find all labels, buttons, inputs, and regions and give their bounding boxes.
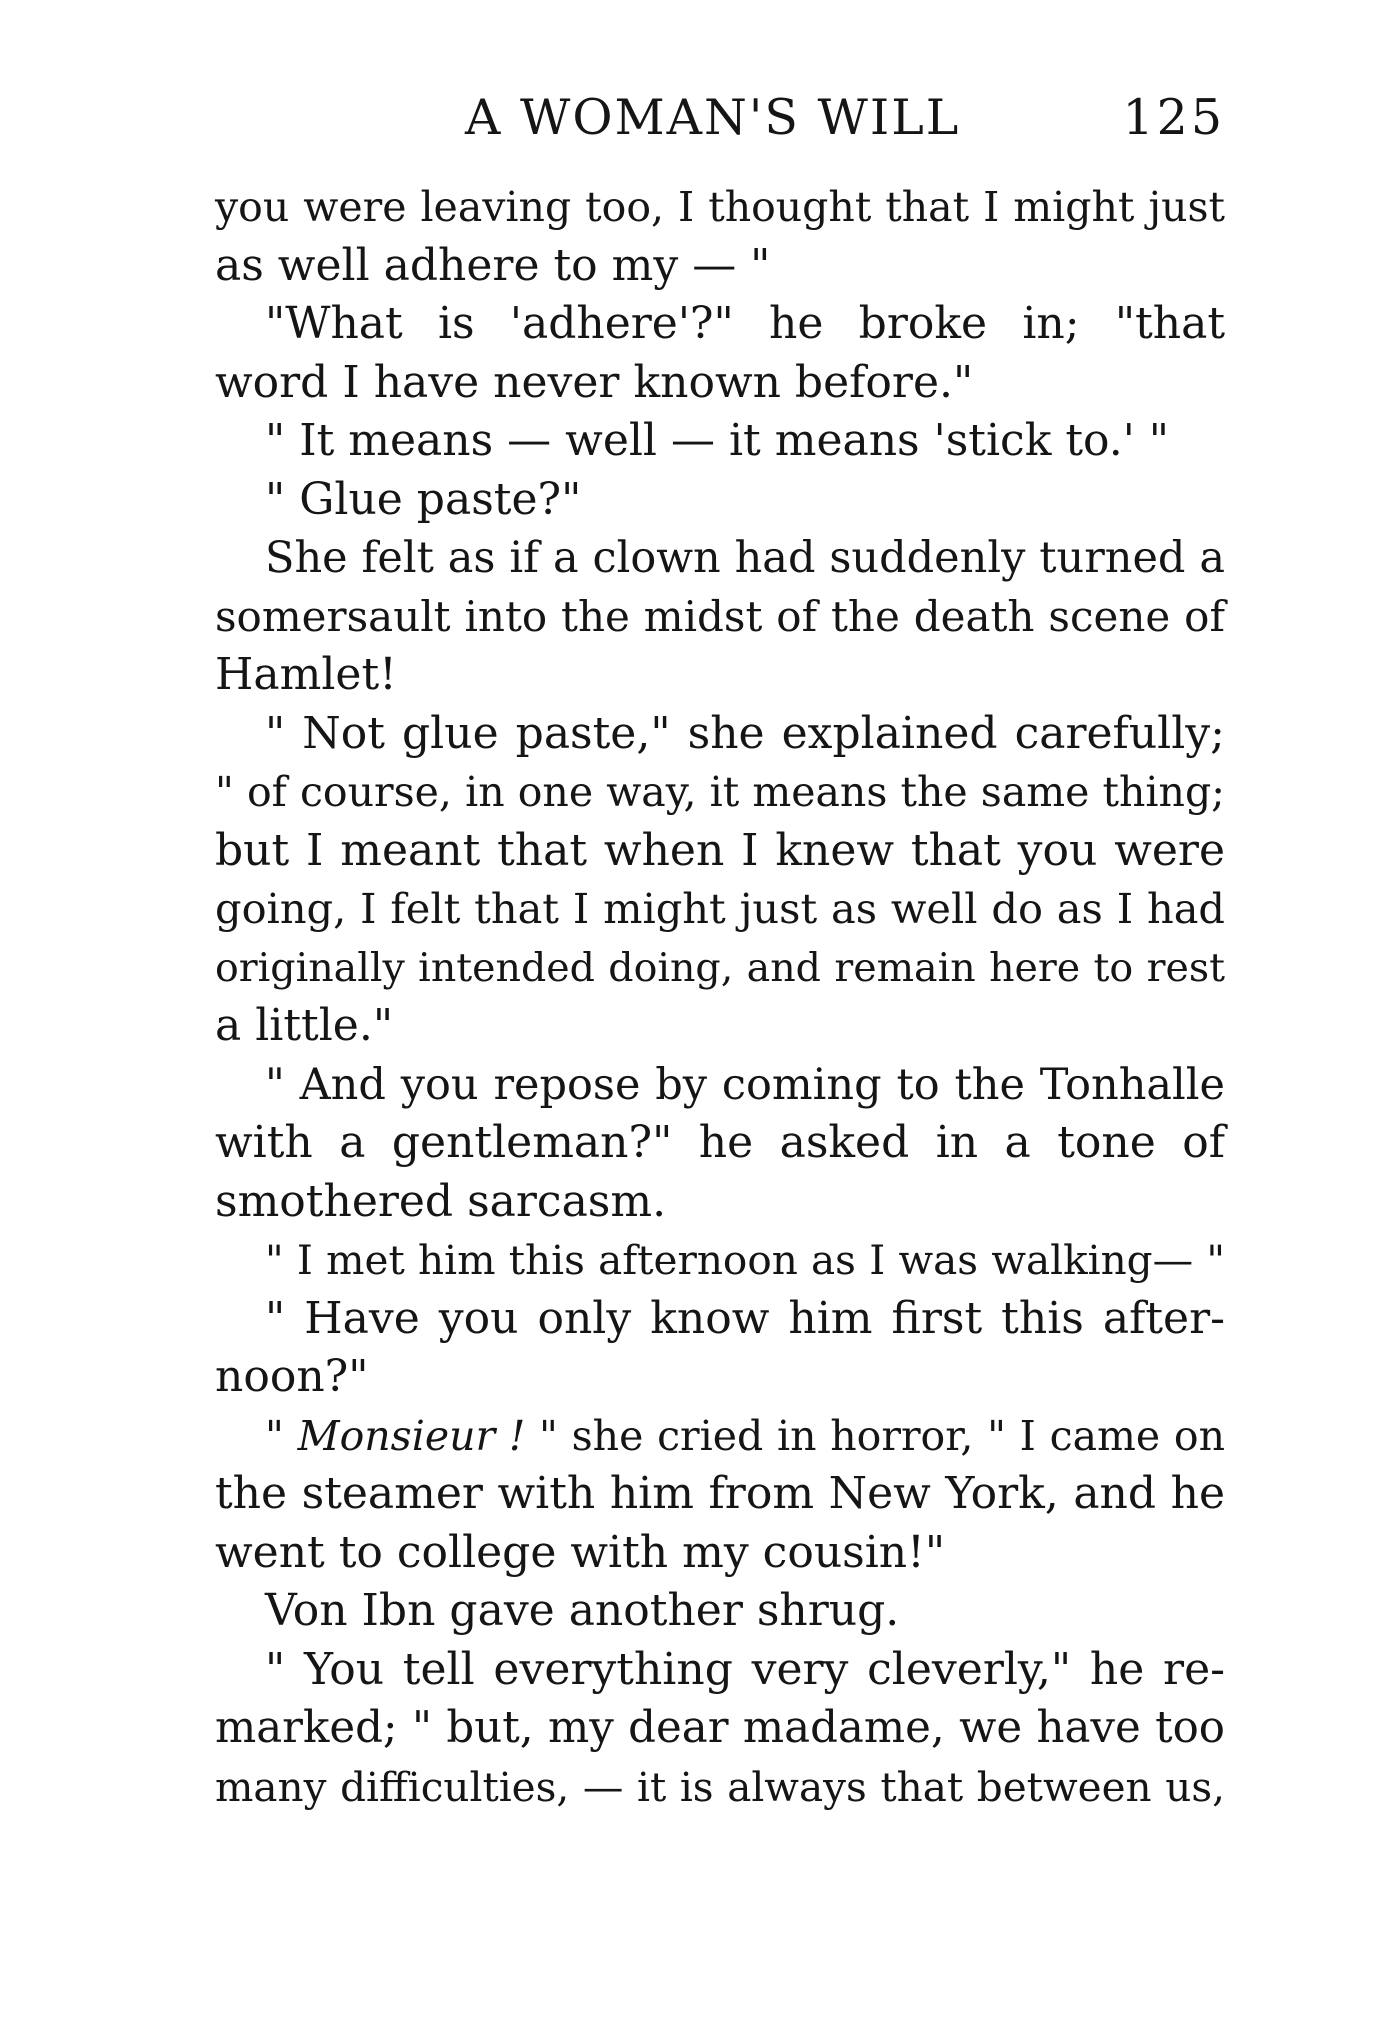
text-line: you were leaving too, I thought that I might just <box>215 183 1225 231</box>
text-line: " It means — well — it means 'stick to.' " <box>265 415 1170 466</box>
text-line: somersault into the midst of the death scene of <box>215 591 1225 641</box>
text-line: She felt as if a clown had suddenly turned a <box>265 533 1225 583</box>
text-line: Von Ibn gave another shrug. <box>265 1585 900 1636</box>
text-line: word I have never known before." <box>215 356 974 408</box>
text-line: Hamlet! <box>215 649 397 700</box>
italic-monsieur: Monsieur ! <box>297 1411 526 1460</box>
text-line: the steamer with him from New York, and he <box>215 1468 1225 1519</box>
text-line: went to college with my cousin!" <box>215 1526 946 1578</box>
text-line: " Glue paste?" <box>265 473 582 525</box>
text-line: " And you repose by coming to the Tonhalle <box>265 1059 1225 1110</box>
text-line: smothered sarcasm. <box>215 1175 667 1227</box>
running-header <box>215 88 1225 148</box>
text-line: originally intended doing, and remain here to rest <box>215 944 1225 991</box>
text-line: " of course, in one way, it means the same thing; <box>215 768 1225 816</box>
text-line: marked; " but, my dear madame, we have too <box>215 1703 1225 1753</box>
page-number: 125 <box>1122 89 1225 146</box>
text-line: as well adhere to my — " <box>215 239 771 291</box>
text-line-monsieur <box>215 1407 1225 1466</box>
text-line: " Have you only know him first this after- <box>265 1292 1225 1344</box>
text-line: but I meant that when I knew that you were <box>215 824 1225 876</box>
text-line: going, I felt that I might just as well do as I had <box>215 884 1225 933</box>
line-remainder: " she cried in horror, " I came on <box>525 1411 1225 1460</box>
text-line: noon?" <box>215 1351 369 1402</box>
text-line: a little." <box>215 1000 394 1051</box>
text-line: with a gentleman?" he asked in a tone of <box>215 1117 1225 1168</box>
text-line: "What is 'adhere'?" he broke in; "that <box>265 298 1225 349</box>
text-line: " I met him this afternoon as I was walking— " <box>265 1236 1225 1284</box>
text-line: " You tell everything very cleverly," he re- <box>265 1643 1225 1695</box>
running-title: A WOMAN'S WILL <box>465 89 961 146</box>
page-body <box>215 178 1225 1816</box>
text-line: many difficulties, — it is always that between us, <box>215 1762 1225 1811</box>
text-line: " Not glue paste," she explained carefully; <box>265 707 1225 759</box>
open-quote: " <box>265 1411 298 1460</box>
